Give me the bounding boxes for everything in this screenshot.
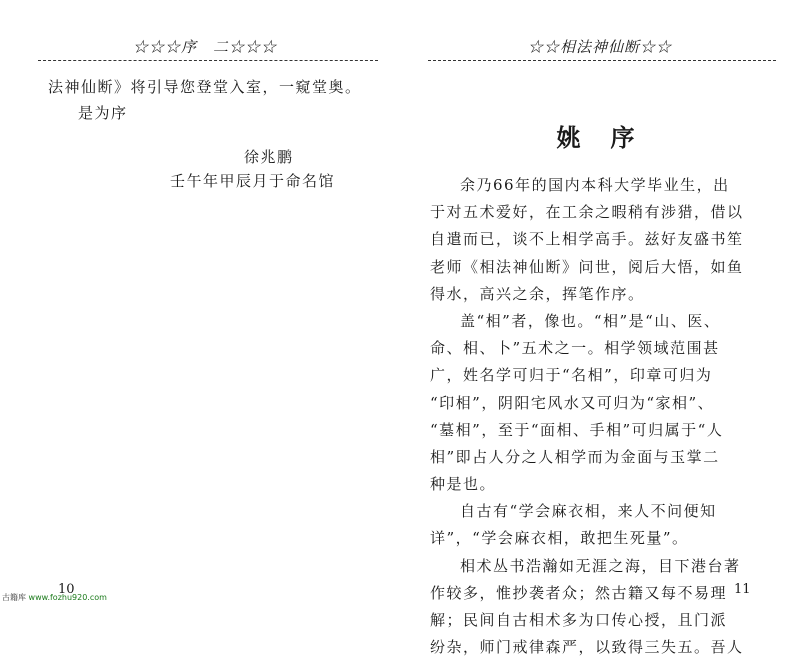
watermark-site: www.fozhu920.com: [28, 593, 107, 602]
text-line: 相术丛书浩瀚如无涯之海，目下港台著: [460, 556, 741, 575]
text-line: 作较多，惟抄袭者众；然古籍又每不易理: [430, 583, 728, 602]
text-line: 相”即占人分之人相学而为金面与玉掌二: [430, 447, 720, 466]
article-title: [400, 118, 793, 153]
text-line: 广，姓名学可归于“名相”，印章可归为: [430, 366, 713, 385]
text-line: “墓相”，至于“面相、手相”可归属于“人: [430, 420, 724, 439]
left-running-head: ☆☆☆序 二☆☆☆: [132, 38, 277, 56]
text-line: 解；民间自古相术多为口传心授，且门派: [430, 611, 728, 629]
left-page: [0, 0, 390, 607]
left-header-rule: [38, 60, 378, 61]
text-line: 命、相、卜”五术之一。相学领域范围甚: [430, 339, 720, 358]
text-line: 余乃66年的国内本科大学毕业生，出: [460, 176, 730, 194]
right-body-text: [430, 172, 744, 661]
right-page-number: 11: [734, 582, 751, 597]
right-running-head: ☆☆相法神仙断☆☆: [527, 38, 672, 56]
title-part-2: 序: [610, 123, 637, 152]
left-body-text: [48, 74, 362, 126]
watermark-label: 古籍库: [2, 593, 26, 602]
title-part-1: 姚: [556, 123, 583, 152]
text-line: 纷杂，师门戒律森严，以致得三失五。吾人: [430, 638, 744, 657]
signature-name: 徐兆鹏: [244, 148, 294, 166]
text-line: 自遣而已，谈不上相学高手。兹好友盛书笙: [430, 230, 744, 249]
text-line: 法神仙断》将引导您登堂入室，一窥堂奥。: [48, 78, 362, 96]
left-page-number: 10: [58, 582, 75, 597]
right-page: [400, 0, 793, 657]
text-line: 是为序: [78, 104, 128, 122]
text-line: 详”，“学会麻衣相，敢把生死量”。: [430, 529, 689, 548]
right-header-rule: [428, 60, 776, 61]
watermark: [2, 592, 107, 603]
signature-date: 壬午年甲辰月于命名馆: [170, 172, 336, 190]
text-line: 得水，高兴之余，挥笔作序。: [430, 284, 645, 303]
text-line: 种是也。: [430, 475, 497, 494]
text-line: “印相”，阴阳宅风水又可归为“家相”、: [430, 393, 715, 412]
text-line: 于对五术爱好，在工余之暇稍有涉猎，借以: [430, 203, 744, 222]
text-line: 老师《相法神仙断》问世，阅后大悟，如鱼: [430, 257, 744, 276]
text-line: 盖“相”者，像也。“相”是“山、医、: [460, 311, 721, 330]
text-line: 自古有“学会麻衣相，来人不问便知: [460, 502, 717, 521]
